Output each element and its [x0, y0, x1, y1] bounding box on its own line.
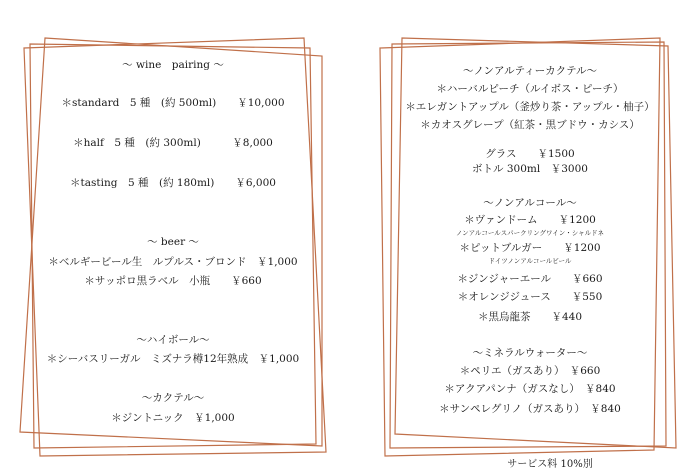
beer-item-sapporo: ＊サッポロ黒ラベル 小瓶 ￥660 — [84, 275, 262, 287]
nonalc-cocktail-herbal-peach: ＊ハーバルピーチ（ルイボス・ピーチ） — [436, 83, 624, 95]
nonalc-cocktail-elegant-apple: ＊エレガントアップル（釜炒り茶・アップル・柚子） — [405, 101, 655, 113]
cocktail-item-gin-tonic: ＊ジントニック ￥1,000 — [111, 412, 235, 424]
right-menu — [395, 0, 665, 474]
highball-heading: ～ハイボール～ — [136, 334, 210, 346]
highball-item-chivas: ＊シーバスリーガル ミズナラ樽12年熟成 ￥1,000 — [46, 353, 300, 365]
nonalc-item-orange-juice: ＊オレンジジュース ￥550 — [457, 291, 603, 303]
cocktail-heading: ～カクテル～ — [141, 392, 205, 404]
nonalc-cocktail-chaos-grape: ＊カオスグレープ（紅茶・黒ブドウ・カシス） — [420, 119, 640, 131]
service-charge-note: サービス料 10%別 — [507, 459, 593, 470]
wine-item-tasting: ＊tasting 5 種 (約 180ml) ￥6,000 — [70, 177, 276, 189]
bottle-price: ボトル 300ml ￥3000 — [472, 163, 588, 175]
glass-price: グラス ￥1500 — [485, 148, 575, 160]
beer-item-belgian: ＊ベルギービール生 ルプルス・ブロンド ￥1,000 — [48, 256, 298, 268]
pit-burger-note: ドイツノンアルコールビール — [488, 257, 572, 265]
nonalc-heading: ～ノンアルコール～ — [483, 197, 577, 209]
wine-item-half: ＊half 5 種 (約 300ml) ￥8,000 — [73, 137, 273, 149]
left-menu — [28, 0, 318, 474]
wine-pairing-heading: ～ wine pairing ～ — [122, 59, 224, 71]
mineral-item-acqua-panna: ＊アクアパンナ（ガスなし） ￥840 — [444, 383, 616, 395]
nonalc-item-vandome: ＊ヴァンドーム ￥1200 — [464, 214, 596, 226]
mineral-item-san-pellegrino: ＊サンペレグリノ（ガスあり） ￥840 — [439, 403, 621, 415]
nonalc-item-pit-burger: ＊ピットブルガー ￥1200 — [459, 242, 601, 254]
mineral-water-heading: ～ミネラルウォーター～ — [472, 347, 588, 359]
wine-item-standard: ＊standard 5 種 (約 500ml) ￥10,000 — [61, 97, 285, 109]
nonalc-cocktail-heading: ～ノンアルティーカクテル～ — [462, 65, 598, 77]
nonalc-item-black-oolong: ＊黒烏龍茶 ￥440 — [477, 311, 583, 323]
mineral-item-perrier: ＊ペリエ（ガスあり） ￥660 — [459, 365, 601, 377]
beer-heading: ～ beer ～ — [147, 236, 199, 248]
vandome-note: ノンアルコールスパークリングワイン・シャルドネ — [455, 229, 605, 237]
nonalc-item-ginger-ale: ＊ジンジャーエール ￥660 — [457, 273, 603, 285]
